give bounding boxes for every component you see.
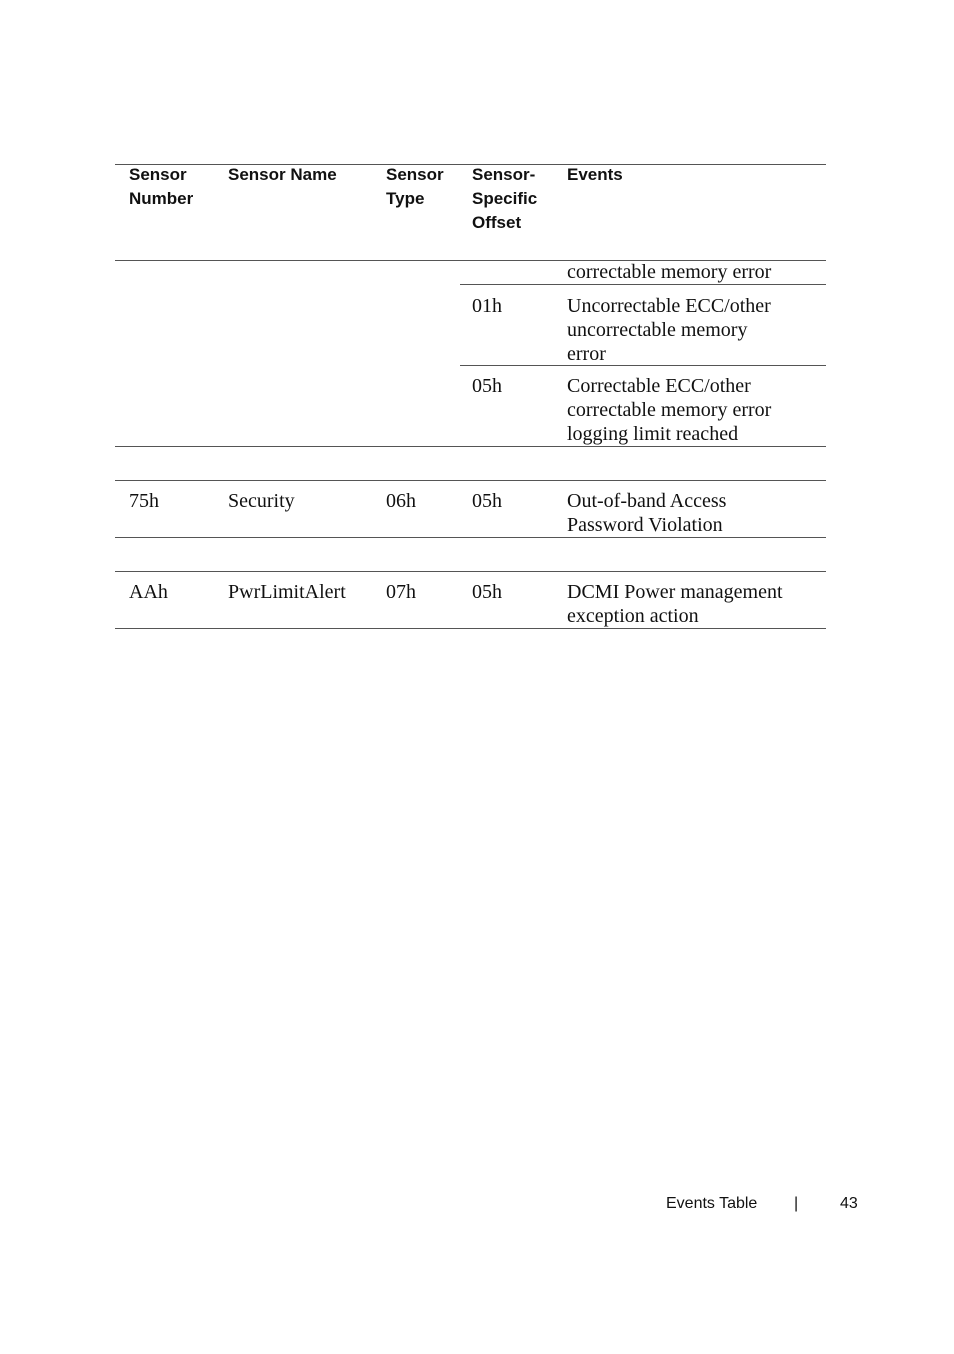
sub-row-rule: [460, 365, 826, 366]
continued-event-line: Uncorrectable ECC/other: [567, 295, 771, 317]
sensor-name-cell: Security: [228, 490, 295, 512]
event-line: Out-of-band Access: [567, 490, 727, 512]
header-sensor-type: Sensor Type: [386, 165, 444, 208]
continued-event-line: correctable memory error: [567, 261, 772, 283]
header-sensor-number: Sensor Number: [129, 165, 194, 208]
sensor-name-cell: PwrLimitAlert: [228, 581, 346, 603]
header-events: Events: [567, 165, 623, 184]
footer-section-title: Events Table: [666, 1195, 758, 1212]
event-line: DCMI Power management: [567, 581, 783, 603]
offset-cell: 05h: [472, 490, 502, 512]
continued-event-line: correctable memory error: [567, 399, 772, 421]
table-top-rule: [115, 164, 826, 165]
sensor-type-cell: 06h: [386, 490, 416, 512]
row-rule: [115, 446, 826, 447]
sub-row-rule: [460, 284, 826, 285]
continued-offset: 01h: [472, 295, 502, 317]
continued-event-line: error: [567, 343, 606, 365]
sensor-number-cell: 75h: [129, 490, 159, 512]
header-sensor-name: Sensor Name: [228, 165, 337, 184]
row-rule: [115, 480, 826, 481]
event-line: exception action: [567, 605, 699, 627]
header-offset: Sensor-Specific Offset: [472, 165, 538, 232]
continued-offset: 05h: [472, 375, 502, 397]
sensor-number-cell: AAh: [129, 581, 168, 603]
sensor-type-cell: 07h: [386, 581, 416, 603]
footer-separator: |: [794, 1195, 799, 1212]
footer-page-number: 43: [840, 1195, 858, 1212]
row-rule: [115, 537, 826, 538]
continued-event-line: logging limit reached: [567, 423, 739, 445]
row-rule: [115, 571, 826, 572]
offset-cell: 05h: [472, 581, 502, 603]
continued-event-line: Correctable ECC/other: [567, 375, 751, 397]
table-bottom-rule: [115, 628, 826, 629]
continued-event-line: uncorrectable memory: [567, 319, 748, 341]
event-line: Password Violation: [567, 514, 723, 536]
